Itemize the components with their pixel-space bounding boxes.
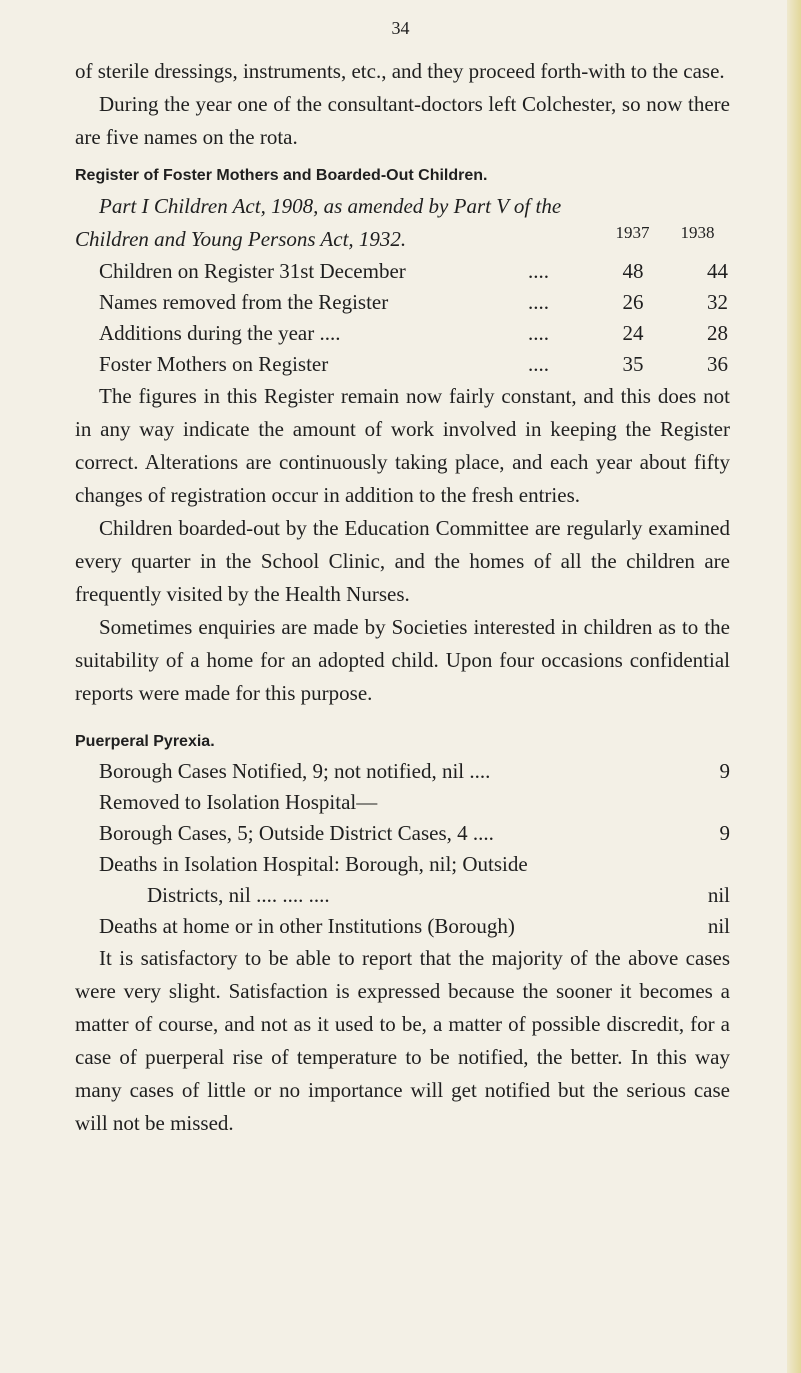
list-item — [75, 849, 730, 880]
pyrexia-section-heading: Puerperal Pyrexia. — [75, 733, 215, 750]
row-leader: .... — [528, 352, 549, 376]
item-value: nil — [707, 883, 730, 907]
item-label: Deaths at home or in other Institutions (Borough) — [99, 914, 515, 938]
foster-paragraph-1: The figures in this Register remain now fairly constant, and this does not in any way indicate the amount of work involved in keeping the Register correct. Alterations are continuously taking place, and each year about fifty changes of registration occur in addition to the fresh entries. — [75, 384, 730, 507]
item-label: Deaths in Isolation Hospital: Borough, nil; Outside — [99, 852, 528, 876]
column-header-1937: 1937 — [615, 223, 650, 242]
item-label: Removed to Isolation Hospital— — [99, 790, 378, 814]
table-row — [75, 349, 730, 380]
page-edge — [787, 0, 801, 1373]
list-item — [75, 880, 730, 911]
table-row — [75, 318, 730, 349]
value-1938: 36 — [707, 352, 728, 376]
row-leader: .... — [528, 259, 549, 283]
row-label: Children on Register 31st December — [99, 259, 406, 283]
item-label: Borough Cases Notified, 9; not notified, nil .... — [99, 759, 491, 783]
foster-subtitle-line1: Part I Children Act, 1908, as amended by Part V of the — [99, 194, 562, 218]
item-value: nil — [707, 914, 730, 938]
pyrexia-list — [75, 756, 730, 942]
foster-register-table — [75, 256, 730, 380]
item-value: 9 — [719, 821, 730, 845]
pyrexia-paragraph: It is satisfactory to be able to report that the majority of the above cases were very slight. Satisfaction is expressed because the sooner it becomes a matter of course, and not as it used to be, a matter of possible discredit, for a case of puerperal rise of temperature to be notified, the better. In this way many cases of little or no importance will get notified but the serious case will not be missed. — [75, 946, 730, 1135]
intro-paragraph-a: of sterile dressings, instruments, etc., and they proceed forth-with to the case. — [75, 59, 725, 83]
foster-column-headers — [600, 223, 730, 256]
foster-paragraph-2: Children boarded-out by the Education Committee are regularly examined every quarter in the School Clinic, and the homes of all the children are frequently visited by the Health Nurses. — [75, 516, 730, 606]
table-row — [75, 256, 730, 287]
list-item — [75, 787, 730, 818]
value-1937: 26 — [622, 290, 644, 314]
intro-paragraph-b: During the year one of the consultant-doctors left Colchester, so now there are five names on the rota. — [75, 92, 730, 149]
value-1938: 28 — [707, 321, 728, 345]
row-leader: .... — [528, 290, 549, 314]
item-label: Districts, nil .... .... .... — [147, 883, 330, 907]
page-number: 34 — [391, 18, 410, 38]
foster-section-heading: Register of Foster Mothers and Boarded-Out Children. — [75, 167, 488, 184]
list-item — [75, 756, 730, 787]
value-1937: 48 — [622, 259, 644, 283]
value-1937: 24 — [622, 321, 644, 345]
row-leader: .... — [528, 321, 549, 345]
foster-subtitle-header — [75, 223, 730, 256]
page-content — [75, 55, 730, 1140]
column-header-1938: 1938 — [680, 223, 715, 242]
value-1937: 35 — [622, 352, 644, 376]
row-label: Foster Mothers on Register — [99, 352, 329, 376]
value-1938: 44 — [707, 259, 728, 283]
table-row — [75, 287, 730, 318]
row-label: Additions during the year .... — [99, 321, 341, 345]
item-label: Borough Cases, 5; Outside District Cases, 4 .... — [99, 821, 494, 845]
value-1938: 32 — [707, 290, 728, 314]
row-label: Names removed from the Register — [99, 290, 389, 314]
foster-subtitle-line2: Children and Young Persons Act, 1932. — [75, 227, 407, 251]
list-item — [75, 818, 730, 849]
foster-paragraph-3: Sometimes enquiries are made by Societies interested in children as to the suitability of a home for an adopted child. Upon four occasions confidential reports were made for this purpose. — [75, 615, 730, 705]
item-value: 9 — [719, 759, 730, 783]
list-item — [75, 911, 730, 942]
